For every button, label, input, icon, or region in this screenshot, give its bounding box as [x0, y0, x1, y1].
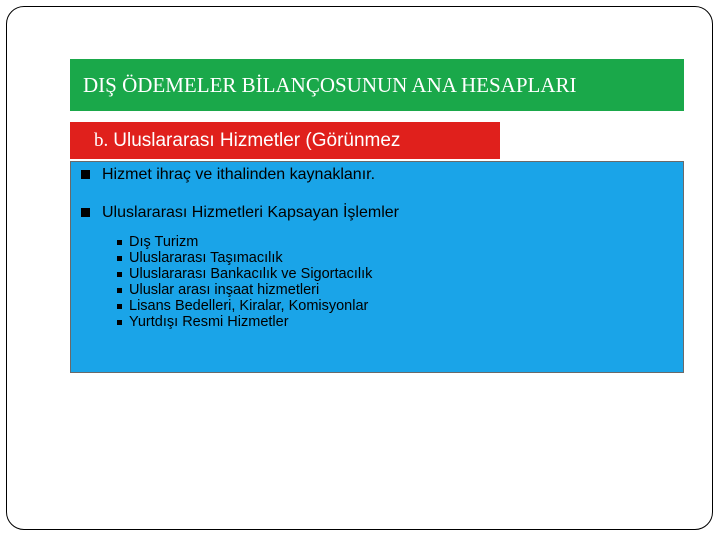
main-bullet-item	[81, 204, 399, 222]
sub-bullet-text: Uluslararası Taşımacılık	[129, 250, 283, 266]
sub-bullet-text: Dış Turizm	[129, 234, 199, 250]
main-bullet-text: Uluslararası Hizmetleri Kapsayan İşlemler	[102, 204, 399, 221]
small-square-bullet-icon	[117, 320, 122, 325]
section-heading	[70, 122, 500, 159]
sub-bullet-item	[117, 314, 372, 330]
section-heading-text: Uluslararası Hizmetler (Görünmez	[113, 129, 401, 151]
small-square-bullet-icon	[117, 240, 122, 245]
sub-bullet-text: Lisans Bedelleri, Kiralar, Komisyonlar	[129, 298, 369, 314]
sub-bullet-item	[117, 282, 372, 298]
small-square-bullet-icon	[117, 288, 122, 293]
sub-bullet-text: Uluslararası Bankacılık ve Sigortacılık	[129, 266, 373, 282]
main-bullet-item	[81, 166, 375, 184]
slide-title-text: DIŞ ÖDEMELER BİLANÇOSUNUN ANA HESAPLARI	[83, 72, 577, 97]
square-bullet-icon	[81, 208, 90, 217]
square-bullet-icon	[81, 170, 90, 179]
sub-bullet-item	[117, 298, 372, 314]
sub-bullet-item	[117, 250, 372, 266]
sub-bullet-list	[117, 234, 372, 330]
sub-bullet-text: Uluslar arası inşaat hizmetleri	[129, 282, 320, 298]
small-square-bullet-icon	[117, 272, 122, 277]
section-heading-prefix: b.	[94, 129, 109, 151]
sub-bullet-text: Yurtdışı Resmi Hizmetler	[129, 314, 289, 330]
main-bullet-text: Hizmet ihraç ve ithalinden kaynaklanır.	[102, 166, 376, 183]
content-box	[70, 161, 684, 373]
sub-bullet-item	[117, 234, 372, 250]
slide-title	[70, 59, 684, 111]
small-square-bullet-icon	[117, 304, 122, 309]
small-square-bullet-icon	[117, 256, 122, 261]
sub-bullet-item	[117, 266, 372, 282]
